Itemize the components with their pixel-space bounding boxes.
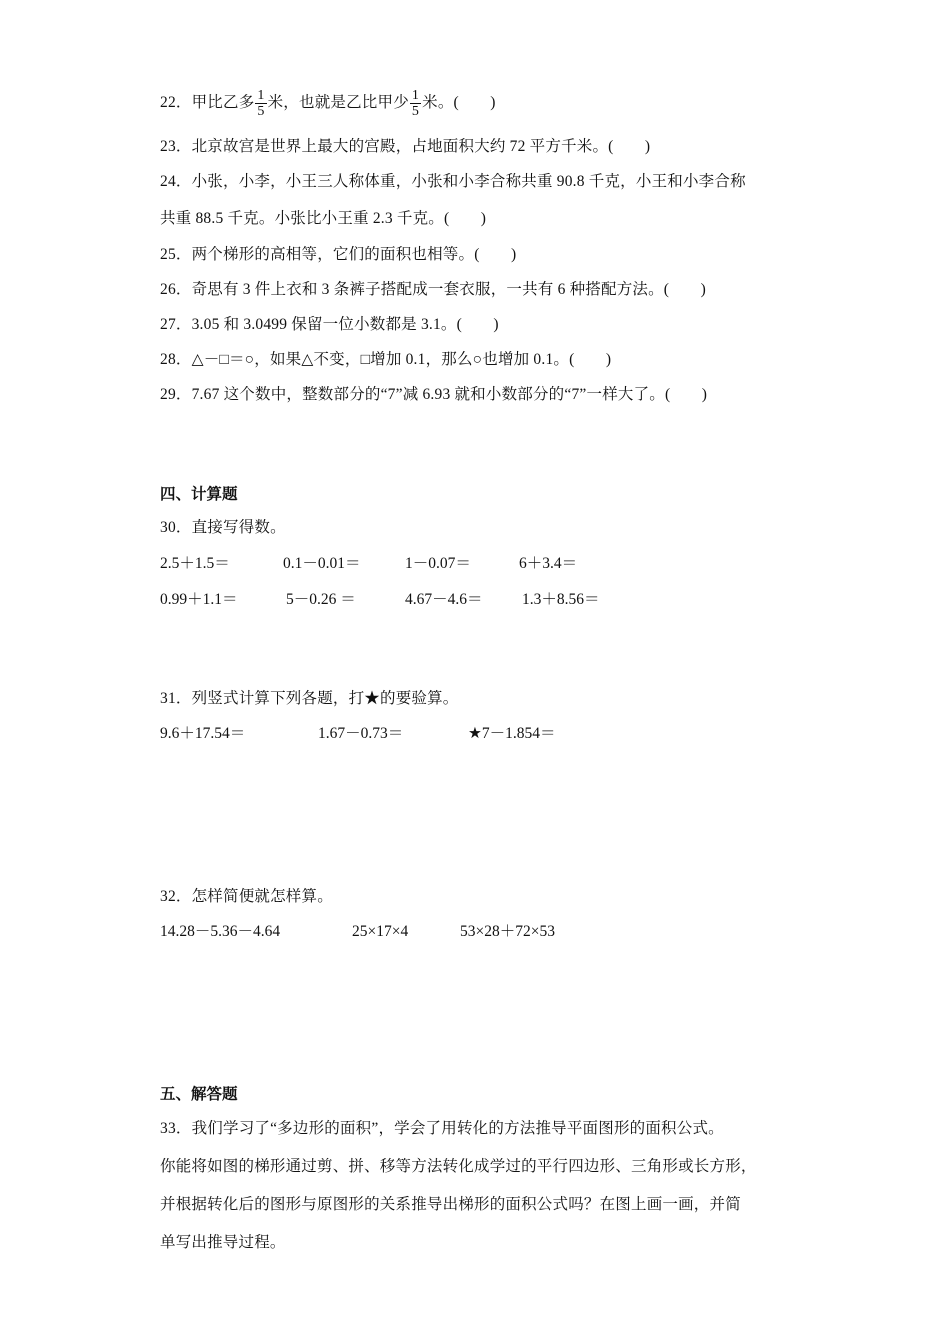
q22-text-mid: 米，也就是乙比甲少 <box>267 94 409 112</box>
question-31-title: 31．列竖式计算下列各题，打★的要验算。 <box>160 690 459 707</box>
q32-expression: 53×28＋72×53 <box>460 923 555 940</box>
question-23: 23．北京故宫是世界上最大的宫殿，占地面积大约 72 平方千米。( ) <box>160 138 651 155</box>
question-33-line: 并根据转化后的图形与原图形的关系推导出梯形的面积公式吗？在图上画一画，并简 <box>160 1196 741 1213</box>
q32-expression: 14.28－5.36－4.64 <box>160 923 281 940</box>
question-32-title: 32．怎样简便就怎样算。 <box>160 888 333 905</box>
fraction-one-fifth <box>410 88 421 119</box>
question-25: 25．两个梯形的高相等，它们的面积也相等。( ) <box>160 246 517 263</box>
q22-text-post: 米。( ) <box>422 94 496 112</box>
fraction-numerator: 1 <box>411 88 420 103</box>
q30-expression: 1－0.07＝ <box>405 555 471 572</box>
q31-expression: 9.6＋17.54＝ <box>160 725 246 742</box>
question-33-line: 33．我们学习了“多边形的面积”，学会了用转化的方法推导平面图形的面积公式。 <box>160 1120 724 1137</box>
q32-expression: 25×17×4 <box>352 923 409 940</box>
q22-text-pre: 22．甲比乙多 <box>160 94 255 112</box>
fraction-denominator: 5 <box>411 104 420 119</box>
question-26: 26．奇思有 3 件上衣和 3 条裤子搭配成一套衣服，一共有 6 种搭配方法。( ) <box>160 281 706 298</box>
section-heading-word-problems: 五、解答题 <box>160 1086 238 1103</box>
q31-expression: ★7－1.854＝ <box>468 725 556 742</box>
question-33-line: 单写出推导过程。 <box>160 1234 286 1251</box>
q30-expression: 6＋3.4＝ <box>519 555 578 572</box>
question-22 <box>160 88 496 119</box>
question-30-title: 30．直接写得数。 <box>160 519 286 536</box>
question-33-line: 你能将如图的梯形通过剪、拼、移等方法转化成学过的平行四边形、三角形或长方形， <box>160 1158 757 1175</box>
fraction-numerator: 1 <box>257 88 265 103</box>
q30-expression: 5－0.26 ＝ <box>286 591 356 608</box>
q30-expression: 4.67－4.6＝ <box>405 591 483 608</box>
fraction-one-fifth <box>255 88 266 119</box>
q30-expression: 0.1－0.01＝ <box>283 555 361 572</box>
question-24-line2: 共重 88.5 千克。小张比小王重 2.3 千克。( ) <box>160 210 487 227</box>
question-29: 29．7.67 这个数中，整数部分的“7”减 6.93 就和小数部分的“7”一样大了。( ) <box>160 386 708 403</box>
fraction-denominator: 5 <box>257 104 265 119</box>
question-27: 27．3.05 和 3.0499 保留一位小数都是 3.1。( ) <box>160 316 499 333</box>
q30-expression: 0.99＋1.1＝ <box>160 591 238 608</box>
question-24-line1: 24．小张，小李，小王三人称体重，小张和小李合称共重 90.8 千克，小王和小李合称 <box>160 173 746 190</box>
question-28: 28．△－□＝○，如果△不变，□增加 0.1，那么○也增加 0.1。( ) <box>160 351 612 368</box>
q31-expression: 1.67－0.73＝ <box>318 725 404 742</box>
q30-expression: 1.3＋8.56＝ <box>522 591 600 608</box>
q30-expression: 2.5＋1.5＝ <box>160 555 230 572</box>
section-heading-calculation: 四、计算题 <box>160 486 238 503</box>
